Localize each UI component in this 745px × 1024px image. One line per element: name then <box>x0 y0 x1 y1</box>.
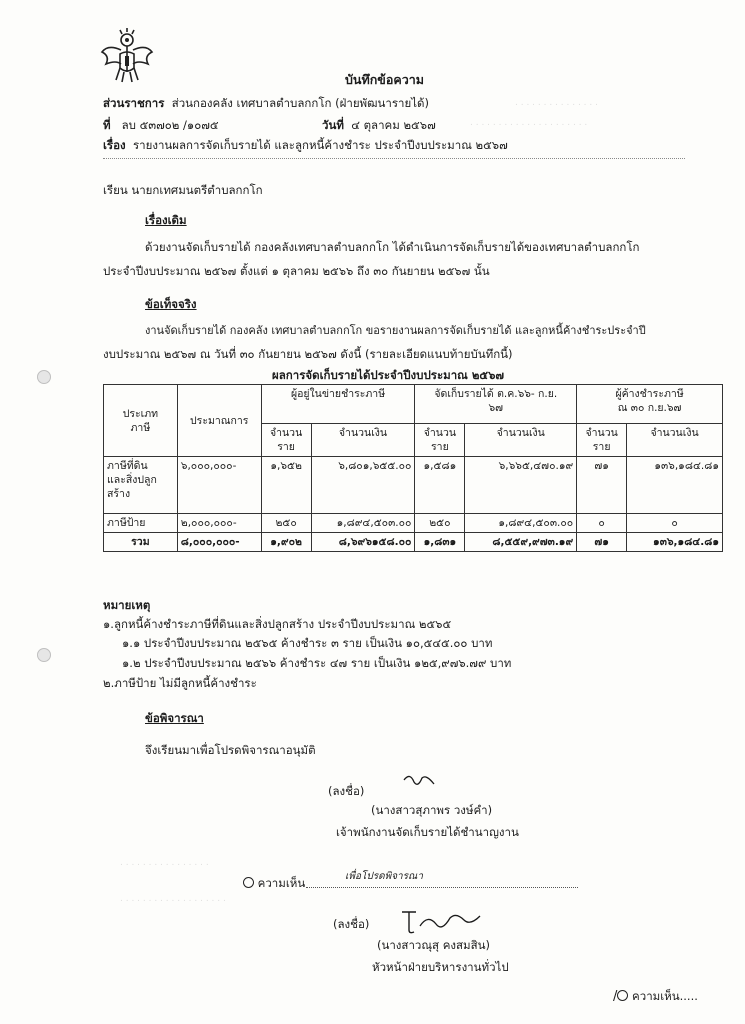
table-header-row <box>104 385 723 424</box>
row-arrears-amount: ๐ <box>627 514 723 533</box>
row-collected-count: ๑,๕๘๑ <box>415 457 465 514</box>
group-header-arrears: ผู้ค้างชำระภาษี ณ ๓๐ ก.ย.๖๗ <box>577 385 723 424</box>
garuda-emblem-icon <box>100 28 154 84</box>
header-separator <box>103 158 685 159</box>
notes-heading: หมายเหตุ <box>103 598 151 612</box>
note-1-1: ๑.๑ ประจำปีงบประมาณ ๒๕๖๕ ค้างชำระ ๓ ราย เป็นเงิน ๑๐,๕๔๕.๐๐ บาท <box>122 636 493 650</box>
opinion-2: / ความเห็น..... <box>613 989 698 1004</box>
consider-text: จึงเรียนมาเพื่อโปรดพิจารณาอนุมัติ <box>145 743 316 757</box>
date-line <box>322 118 436 132</box>
signer-2-position: หัวหน้าฝ่ายบริหารงานทั่วไป <box>372 960 509 974</box>
doc-number-value: ลบ ๕๓๗๐๒ /๑๐๗๕ <box>121 118 219 132</box>
row-estimate: ๒,๐๐๐,๐๐๐- <box>177 514 261 533</box>
circle-bullet-icon <box>243 877 254 888</box>
agency-line <box>103 96 429 110</box>
group-header-collected: จัดเก็บรายได้ ต.ค.๖๖- ก.ย. ๖๗ <box>415 385 577 424</box>
col-header-type: ประเภท ภาษี <box>104 385 178 457</box>
row-type: ภาษีป้าย <box>104 514 178 533</box>
facts-line-1: งานจัดเก็บรายได้ กองคลัง เทศบาลตำบลกกโก ขอรายงานผลการจัดเก็บรายได้ และลูกหนี้ค้างชำระประจำปี <box>145 324 646 337</box>
table-total-row <box>104 533 723 552</box>
row-payer-count: ๑,๙๐๒ <box>261 533 311 552</box>
signer-1-position: เจ้าพนักงานจัดเก็บรายได้ชำนาญงาน <box>336 825 519 839</box>
subject-line <box>103 138 508 152</box>
row-type: รวม <box>104 533 178 552</box>
note-1: ๑.ลูกหนี้ค้างชำระภาษีที่ดินและสิ่งปลูกสร้าง ประจำปีงบประมาณ ๒๕๖๕ <box>103 617 452 631</box>
date-value: ๔ ตุลาคม ๒๕๖๗ <box>351 118 436 132</box>
facts-line-2: งบประมาณ ๒๕๖๗ ณ วันที่ ๓๐ กันยายน ๒๕๖๗ ดังนี้ (รายละเอียดแนบท้ายบันทึกนี้) <box>103 347 513 361</box>
row-collected-amount: ๑,๘๙๔,๕๐๓.๐๐ <box>465 514 577 533</box>
group-header-payers: ผู้อยู่ในข่ายชำระภาษี <box>261 385 415 424</box>
salutation: เรียน นายกเทศมนตรีตำบลกกโก <box>103 183 263 197</box>
row-estimate: ๖,๐๐๐,๐๐๐- <box>177 457 261 514</box>
table-caption: ผลการจัดเก็บรายได้ประจำปีงบประมาณ ๒๕๖๗ <box>272 368 505 382</box>
subject-label: เรื่อง <box>103 138 126 152</box>
row-arrears-amount: ๑๓๖,๑๘๔.๘๑ <box>627 457 723 514</box>
bleed-through-text: . . . . . . . . . . . . . . . . . . . . . <box>470 118 588 128</box>
doc-number-label: ที่ <box>103 118 111 132</box>
background-line-1: ด้วยงานจัดเก็บรายได้ กองคลังเทศบาลตำบลกกโก ได้ดำเนินการจัดเก็บรายได้ของเทศบาลตำบลกกโก <box>145 240 640 254</box>
sub-header-count: จำนวน ราย <box>415 424 465 457</box>
sub-header-amount: จำนวนเงิน <box>465 424 577 457</box>
sub-header-count: จำนวน ราย <box>577 424 627 457</box>
opinion-2-label: ความเห็น..... <box>632 989 698 1003</box>
signer-1-name: (นางสาวสุภาพร วงษ์คำ) <box>371 803 493 817</box>
opinion-1-label: ความเห็น <box>257 876 306 890</box>
facts-heading: ข้อเท็จจริง <box>145 297 197 311</box>
sub-header-amount: จำนวนเงิน <box>311 424 415 457</box>
row-arrears-count: ๗๑ <box>577 533 627 552</box>
sub-header-count: จำนวน ราย <box>261 424 311 457</box>
background-heading: เรื่องเดิม <box>145 213 187 227</box>
doc-number-line <box>103 118 219 132</box>
bleed-through-text: . . . . . . . . . . . . . . . <box>515 98 598 108</box>
opinion-1 <box>243 876 305 890</box>
punch-hole <box>37 370 51 384</box>
row-arrears-amount: ๑๓๖,๑๘๔.๘๑ <box>627 533 723 552</box>
bleed-through-text: . . . . . . . . . . . . . . . . . . . <box>120 894 226 904</box>
table-row <box>104 457 723 514</box>
bleed-through-text: . . . . . . . . . . . . . . . . <box>120 858 209 868</box>
row-payer-amount: ๘,๖๙๖๑๕๘.๐๐ <box>311 533 415 552</box>
opinion-1-line <box>306 887 578 888</box>
signature-2 <box>398 906 484 936</box>
row-arrears-count: ๗๑ <box>577 457 627 514</box>
row-estimate: ๘,๐๐๐,๐๐๐- <box>177 533 261 552</box>
row-collected-amount: ๖,๖๖๕,๔๗๐.๑๙ <box>465 457 577 514</box>
sign-label-1: (ลงชื่อ) <box>328 784 365 798</box>
col-header-estimate: ประมาณการ <box>177 385 261 457</box>
consider-heading: ข้อพิจารณา <box>145 711 204 725</box>
signer-2-name: (นางสาวณุสุ คงสมสิน) <box>377 938 490 952</box>
agency-value: ส่วนกองคลัง เทศบาลตำบลกกโก (ฝ่ายพัฒนารายได้) <box>171 96 429 110</box>
sign-label-2: (ลงชื่อ) <box>333 917 370 931</box>
row-payer-count: ๑,๖๕๒ <box>261 457 311 514</box>
opinion-1-handwritten: เพื่อโปรดพิจารณา <box>345 871 423 882</box>
row-collected-amount: ๘,๕๕๙,๙๗๓.๑๙ <box>465 533 577 552</box>
table-row <box>104 514 723 533</box>
revenue-table <box>103 384 723 552</box>
row-payer-amount: ๑,๘๙๔,๕๐๓.๐๐ <box>311 514 415 533</box>
row-collected-count: ๑,๘๓๑ <box>415 533 465 552</box>
row-arrears-count: ๐ <box>577 514 627 533</box>
background-line-2: ประจำปีงบประมาณ ๒๕๖๗ ตั้งแต่ ๑ ตุลาคม ๒๕๖๖ ถึง ๓๐ กันยายน ๒๕๖๗ นั้น <box>103 264 490 278</box>
sub-header-amount: จำนวนเงิน <box>627 424 723 457</box>
subject-value: รายงานผลการจัดเก็บรายได้ และลูกหนี้ค้างชำระ ประจำปีงบประมาณ ๒๕๖๗ <box>132 138 508 152</box>
note-2: ๒.ภาษีป้าย ไม่มีลูกหนี้ค้างชำระ <box>103 676 257 690</box>
signature-1 <box>400 770 440 790</box>
row-collected-count: ๒๕๐ <box>415 514 465 533</box>
punch-hole <box>37 648 51 662</box>
row-payer-count: ๒๕๐ <box>261 514 311 533</box>
note-1-2: ๑.๒ ประจำปีงบประมาณ ๒๕๖๖ ค้างชำระ ๔๗ ราย เป็นเงิน ๑๒๕,๙๗๖.๗๙ บาท <box>122 656 512 670</box>
agency-label: ส่วนราชการ <box>103 96 165 110</box>
date-label: วันที่ <box>322 118 344 132</box>
circle-bullet-icon <box>617 990 628 1001</box>
memo-title: บันทึกข้อความ <box>345 72 424 87</box>
row-type: ภาษีที่ดิน และสิ่งปลูก สร้าง <box>104 457 178 514</box>
row-payer-amount: ๖,๘๐๑,๖๕๕.๐๐ <box>311 457 415 514</box>
